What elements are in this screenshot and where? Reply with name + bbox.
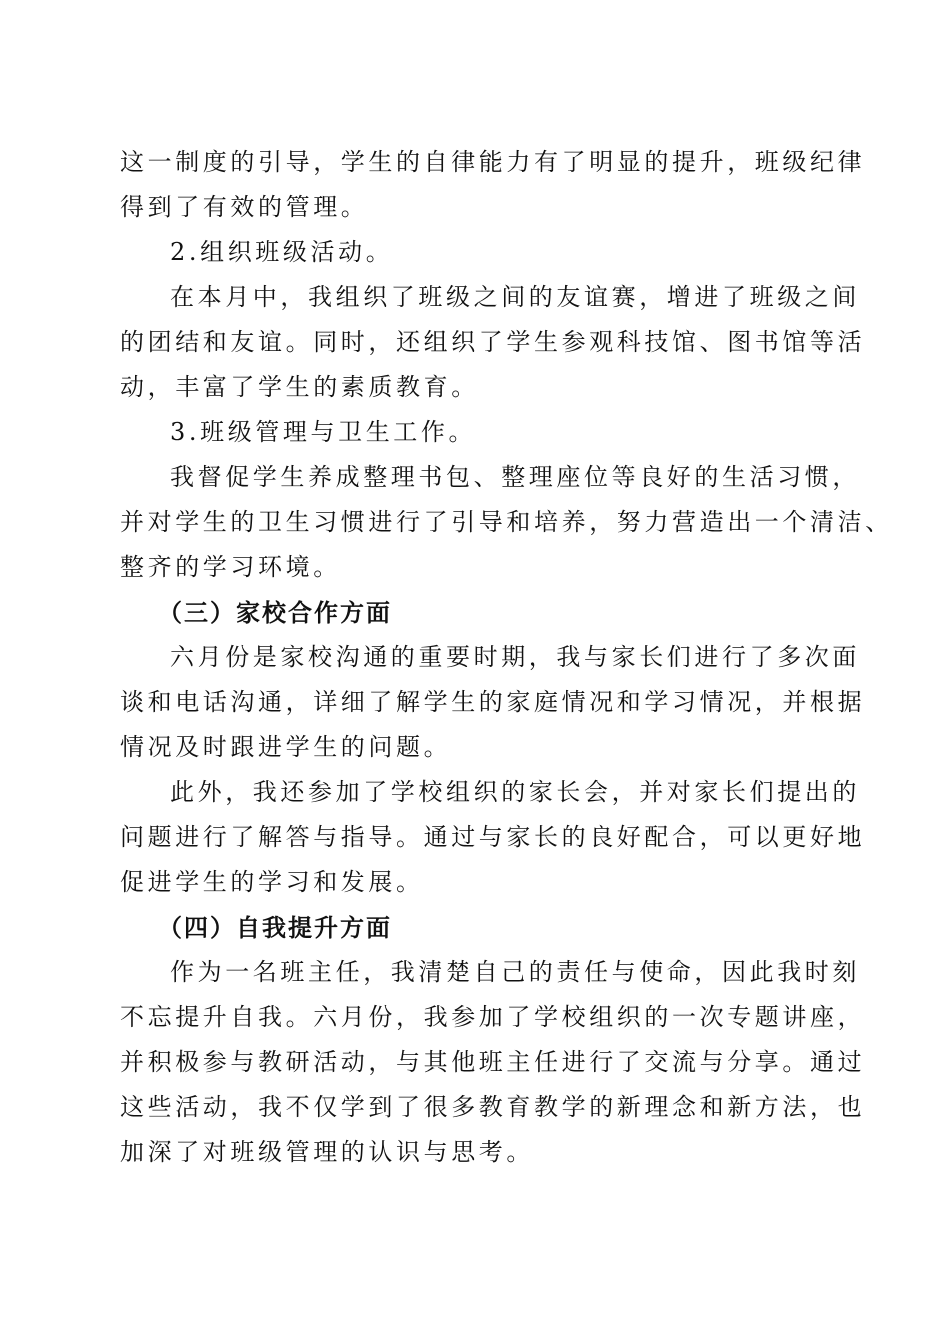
paragraph-line: 问题进行了解答与指导。通过与家长的良好配合，可以更好地 (120, 823, 866, 851)
paragraph-line: 谈和电话沟通，详细了解学生的家庭情况和学习情况，并根据 (120, 688, 866, 716)
paragraph-line: 动，丰富了学生的素质教育。 (120, 373, 479, 401)
paragraph-line: 在本月中，我组织了班级之间的友谊赛，增进了班级之间 (170, 283, 860, 311)
paragraph-line: 作为一名班主任，我清楚自己的责任与使命，因此我时刻 (170, 958, 860, 986)
paragraph-line: 这些活动，我不仅学到了很多教育教学的新理念和新方法，也 (120, 1093, 866, 1121)
paragraph-line: 此外，我还参加了学校组织的家长会，并对家长们提出的 (170, 778, 860, 806)
paragraph-line: 加深了对班级管理的认识与思考。 (120, 1138, 534, 1166)
paragraph-line: 六月份是家校沟通的重要时期，我与家长们进行了多次面 (170, 643, 860, 671)
paragraph-line: 的团结和友谊。同时，还组织了学生参观科技馆、图书馆等活 (120, 328, 866, 356)
section-heading: （四）自我提升方面 (158, 913, 392, 942)
paragraph-line: 不忘提升自我。六月份，我参加了学校组织的一次专题讲座， (120, 1003, 866, 1031)
paragraph-line: 并对学生的卫生习惯进行了引导和培养，努力营造出一个清洁、 (120, 508, 893, 536)
paragraph-line: 我督促学生养成整理书包、整理座位等良好的生活习惯， (170, 463, 860, 491)
numbered-item-title: 3.班级管理与卫生工作。 (170, 418, 477, 446)
paragraph-line: 得到了有效的管理。 (120, 193, 369, 221)
document-page (120, 140, 893, 1175)
paragraph-line: 情况及时跟进学生的问题。 (120, 733, 452, 761)
paragraph-line: 整齐的学习环境。 (120, 553, 341, 581)
paragraph-line: 这一制度的引导，学生的自律能力有了明显的提升，班级纪律 (120, 148, 866, 176)
paragraph-line: 促进学生的学习和发展。 (120, 868, 424, 896)
numbered-item-title: 2.组织班级活动。 (170, 238, 394, 266)
section-heading: （三）家校合作方面 (158, 598, 392, 627)
paragraph-line: 并积极参与教研活动，与其他班主任进行了交流与分享。通过 (120, 1048, 866, 1076)
